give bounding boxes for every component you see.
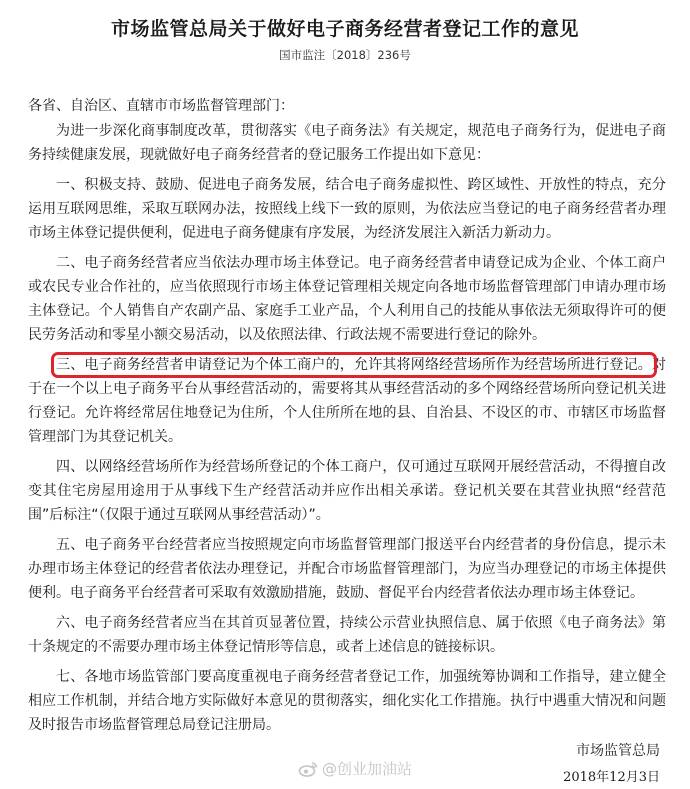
weibo-icon [298, 761, 318, 777]
watermark-text: @创业加油站 [322, 760, 413, 778]
document-title: 市场监管总局关于做好电子商务经营者登记工作的意见 [110, 18, 579, 40]
intro-paragraph: 为进一步深化商事制度改革，贯彻落实《电子商务法》有关规定，规范电子商务行为，促进电子商务持续健康发展，现就做好电子商务经营者的登记服务工作提出如下意见： [28, 123, 666, 163]
salutation: 各省、自治区、直辖市市场监督管理部门： [28, 98, 294, 114]
paragraph-2: 二、电子商务经营者应当依法办理市场主体登记。电子商务经营者申请登记成为企业、个体工商户或农民专业合作社的，应当依照现行市场主体登记管理相关规定向各地市场监督管理部门申请办理市场主体登记。个人销售自产农副产品、家庭手工业产品，个人利用自己的技能从事依法无须取得许可的便民劳务活动和零星小额交易活动，以及依照法律、行政法规不需要进行登记的除外。 [28, 255, 666, 343]
watermark [298, 758, 412, 779]
document-number: 国市监注〔2018〕236号 [279, 48, 411, 62]
paragraph-1: 一、积极支持、鼓励、促进电子商务发展，结合电子商务虚拟性、跨区域性、开放性的特点，充分运用互联网思维，采取互联网办法，按照线上线下一致的原则，为依法应当登记的电子商务经营者办理市场主体登记提供便利，促进电子商务健康有序发展，为经济发展注入新活力新动力。 [28, 177, 666, 241]
paragraph-3 [28, 353, 666, 449]
signature-date: 2018年12月3日 [563, 770, 660, 785]
paragraph-6: 六、电子商务经营者应当在其首页显著位置，持续公示营业执照信息、属于依照《电子商务法》第十条规定的不需要办理市场主体登记情形等信息，或者上述信息的链接标识。 [28, 615, 666, 655]
paragraph-7: 七、各地市场监管部门要高度重视电子商务经营者登记工作，加强统筹协调和工作指导，建立健全相应工作机制，并结合地方实际做好本意见的贯彻落实，细化实化工作措施。执行中遇重大情况和问题及时报告市场监督管理总局登记注册局。 [28, 669, 666, 733]
paragraph-5: 五、电子商务平台经营者应当按照规定向市场监督管理部门报送平台内经营者的身份信息，提示未办理市场主体登记的经营者依法办理登记，并配合市场监督管理部门，为应当办理登记的市场主体提供便利。电子商务平台经营者可采取有效激励措施，鼓励、督促平台内经营者依法办理市场主体登记。 [28, 537, 666, 601]
highlighted-clause: 三、电子商务经营者申请登记为个体工商户的，允许其将网络经营场所作为经营场所进行登记。 [56, 357, 652, 373]
paragraph-3-rest: 对于在一个以上电子商务平台从事经营活动的，需要将其从事经营活动的多个网络经营场所向登记机关进行登记。允许将经常居住地登记为住所，个人住所所在地的县、自治县、不设区的市、市辖区市场监督管理部门为其登记机关。 [28, 357, 666, 445]
signature-organization: 市场监管总局 [576, 743, 660, 759]
paragraph-4: 四、以网络经营场所作为经营场所登记的个体工商户，仅可通过互联网开展经营活动，不得擅自改变其住宅房屋用途用于从事线下生产经营活动并应作出相关承诺。登记机关要在其营业执照“经营范围”后标注“（仅限于通过互联网从事经营活动）”。 [28, 459, 666, 523]
document-body [28, 94, 666, 743]
